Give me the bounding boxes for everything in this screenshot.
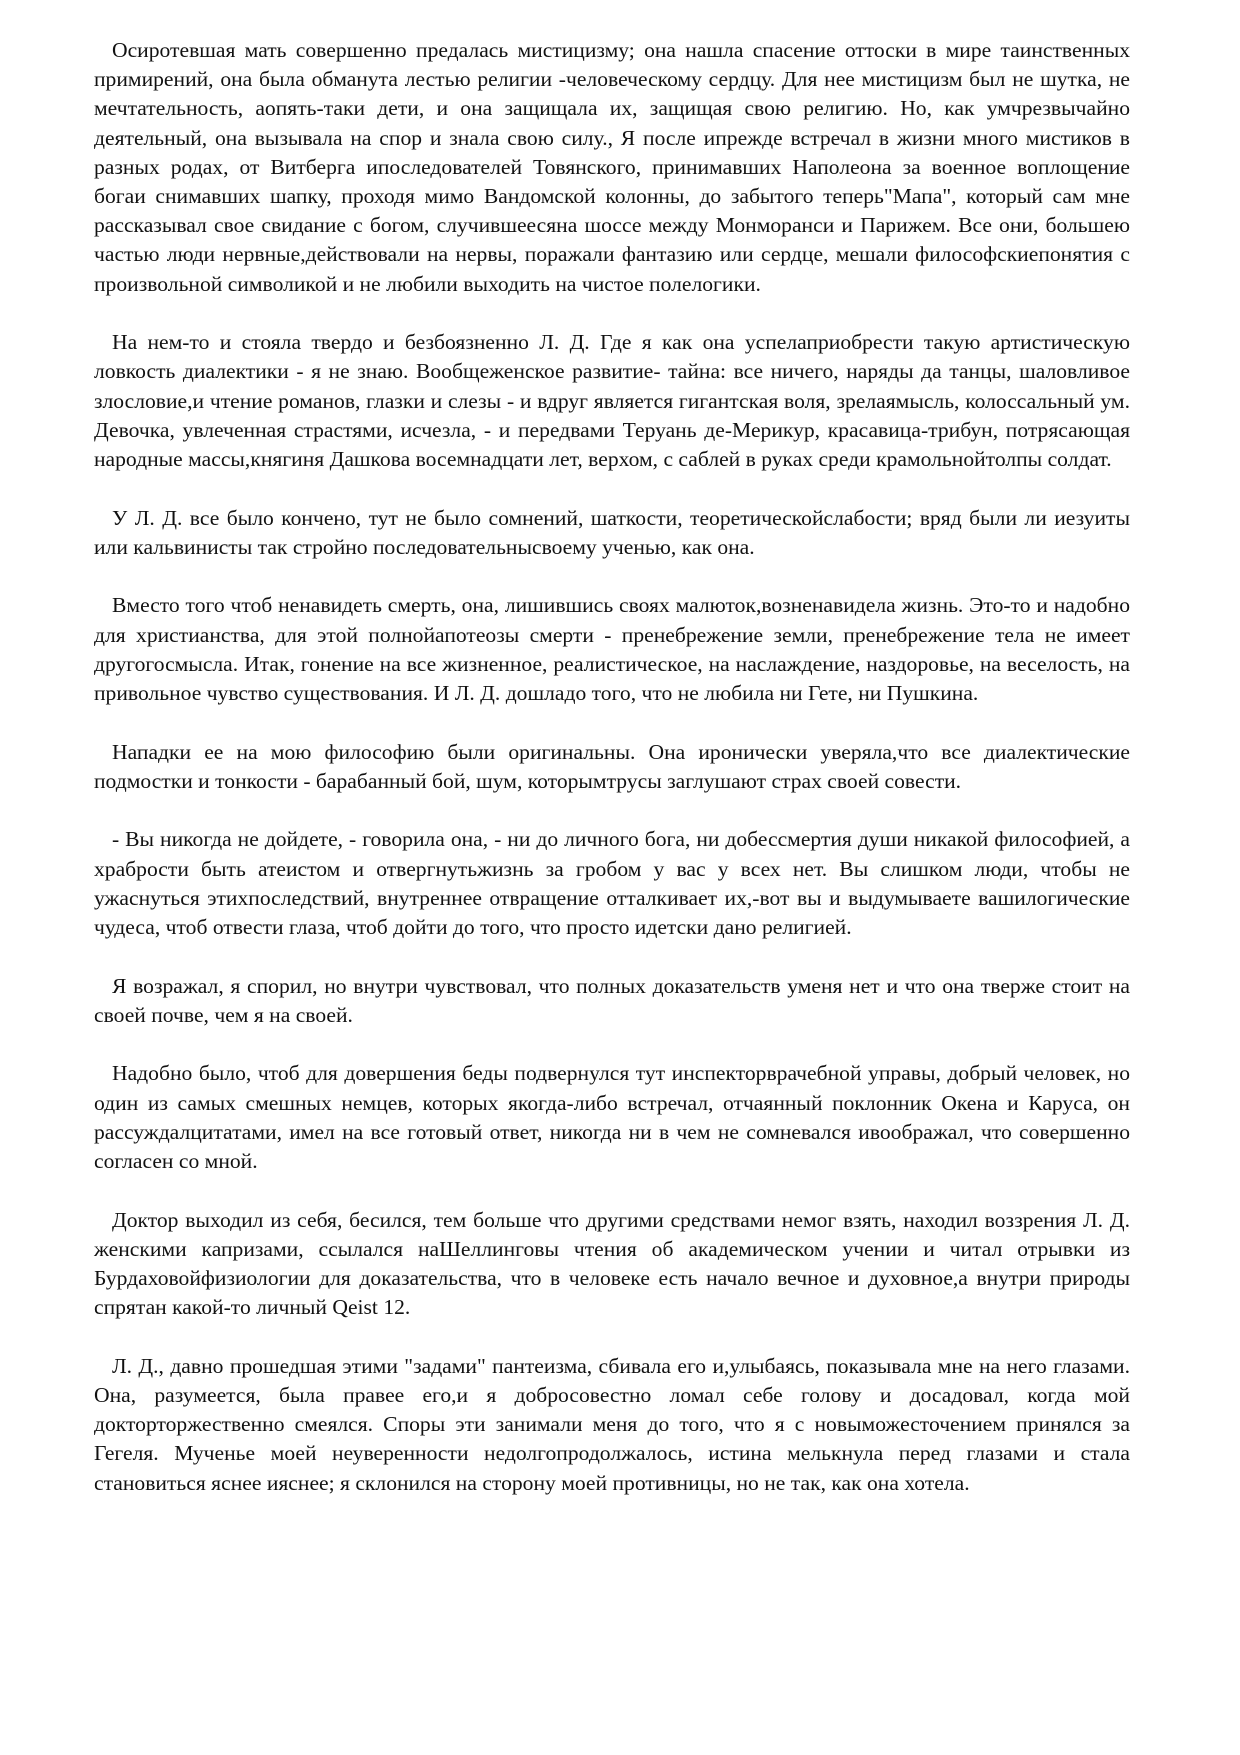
paragraph-4: Вместо того чтоб ненавидеть смерть, она, лишившись своях малюток,возненавидела жизнь. Это-то и надобно для христианства, для этой полнойапотеозы смерти - пренебрежение земли, пренебрежение тела не имеет другогосмысла. Итак, гонение на все жизненное, реалистическое, на наслаждение, наздоровье, на веселость, на привольное чувство существования. И Л. Д. дошладо того, что не любила ни Гете, ни Пушкина. [94, 593, 1130, 706]
paragraph-10: Л. Д., давно прошедшая этими "задами" пантеизма, сбивала его и,улыбаясь, показывала мне на него глазами. Она, разумеется, была правее его,и я добросовестно ломал себе голову и досадовал, когда мой докторторжественно смеялся. Споры эти занимали меня до того, что я с новыможесточением принялся за Гегеля. Мученье моей неуверенности недолгопродолжалось, истина мелькнула перед глазами и стала становиться яснее ияснее; я склонился на сторону моей противницы, но не так, как она хотела. [94, 1353, 1130, 1495]
paragraph-1: Осиротевшая мать совершенно предалась мистицизму; она нашла спасение оттоски в мире таинственных примирений, она была обманута лестью религии -человеческому сердцу. Для нее мистицизм был не шутка, не мечтательность, аопять-таки дети, и она защищала их, защищая свою религию. Но, как умчрезвычайно деятельный, она вызывала на спор и знала свою силу., Я после ипрежде встречал в жизни много мистиков в разных родах, от Витберга ипоследователей Товянского, принимавших Наполеона за военное воплощение богаи снимавших шапку, проходя мимо Вандомской колонны, до забытого теперь"Мапа", который сам мне рассказывал свое свидание с богом, случившеесяна шоссе между Монморанси и Парижем. Все они, большею частью люди нервные,действовали на нервы, поражали фантазию или сердце, мешали философскиепонятия с произвольной символикой и не любили выходить на чистое полелогики. [94, 38, 1130, 296]
paragraph-8: Надобно было, чтоб для довершения беды подвернулся тут инспекторврачебной управы, добрый человек, но один из самых смешных немцев, которых якогда-либо встречал, отчаянный поклонник Окена и Каруса, он рассуждалцитатами, имел на все готовый ответ, никогда ни в чем не сомневался ивоображал, что совершенно согласен со мной. [94, 1061, 1130, 1174]
paragraph-6: - Вы никогда не дойдете, - говорила она, - ни до личного бога, ни добессмертия души никакой философией, а храбрости быть атеистом и отвергнутьжизнь за гробом у вас у всех нет. Вы слишком люди, чтобы не ужаснуться этихпоследствий, внутреннее отвращение отталкивает их,-вот вы и выдумываете вашилогические чудеса, чтоб отвести глаза, чтоб дойти до того, что просто идетски дано религией. [94, 827, 1130, 940]
paragraph-7: Я возражал, я спорил, но внутри чувствовал, что полных доказательств уменя нет и что она тверже стоит на своей почве, чем я на своей. [94, 973, 1130, 1027]
paragraph-5: Нападки ее на мою философию были оригинальны. Она иронически уверяла,что все диалектические подмостки и тонкости - барабанный бой, шум, которымтрусы заглушают страх своей совести. [94, 739, 1130, 793]
paragraph-3: У Л. Д. все было кончено, тут не было сомнений, шаткости, теоретическойслабости; вряд были ли иезуиты или кальвинисты так стройно последовательнысвоему ученью, как она. [94, 505, 1130, 559]
document-page [94, 36, 1130, 1498]
paragraph-9: Доктор выходил из себя, бесился, тем больше что другими средствами немог взять, находил воззрения Л. Д. женскими капризами, ссылался наШеллинговы чтения об академическом учении и читал отрывки из Бурдаховойфизиологии для доказательства, что в человеке есть начало вечное и духовное,а внутри природы спрятан какой-то личный Qeist 12. [94, 1207, 1130, 1320]
paragraph-2: На нем-то и стояла твердо и безбоязненно Л. Д. Где я как она успелаприобрести такую артистическую ловкость диалектики - я не знаю. Вообщеженское развитие- тайна: все ничего, наряды да танцы, шаловливое злословие,и чтение романов, глазки и слезы - и вдруг является гигантская воля, зрелаямысль, колоссальный ум. Девочка, увлеченная страстями, исчезла, - и передвами Теруань де-Мерикур, красавица-трибун, потрясающая народные массы,княгиня Дашкова восемнадцати лет, верхом, с саблей в руках среди крамольнойтолпы солдат. [94, 330, 1130, 472]
